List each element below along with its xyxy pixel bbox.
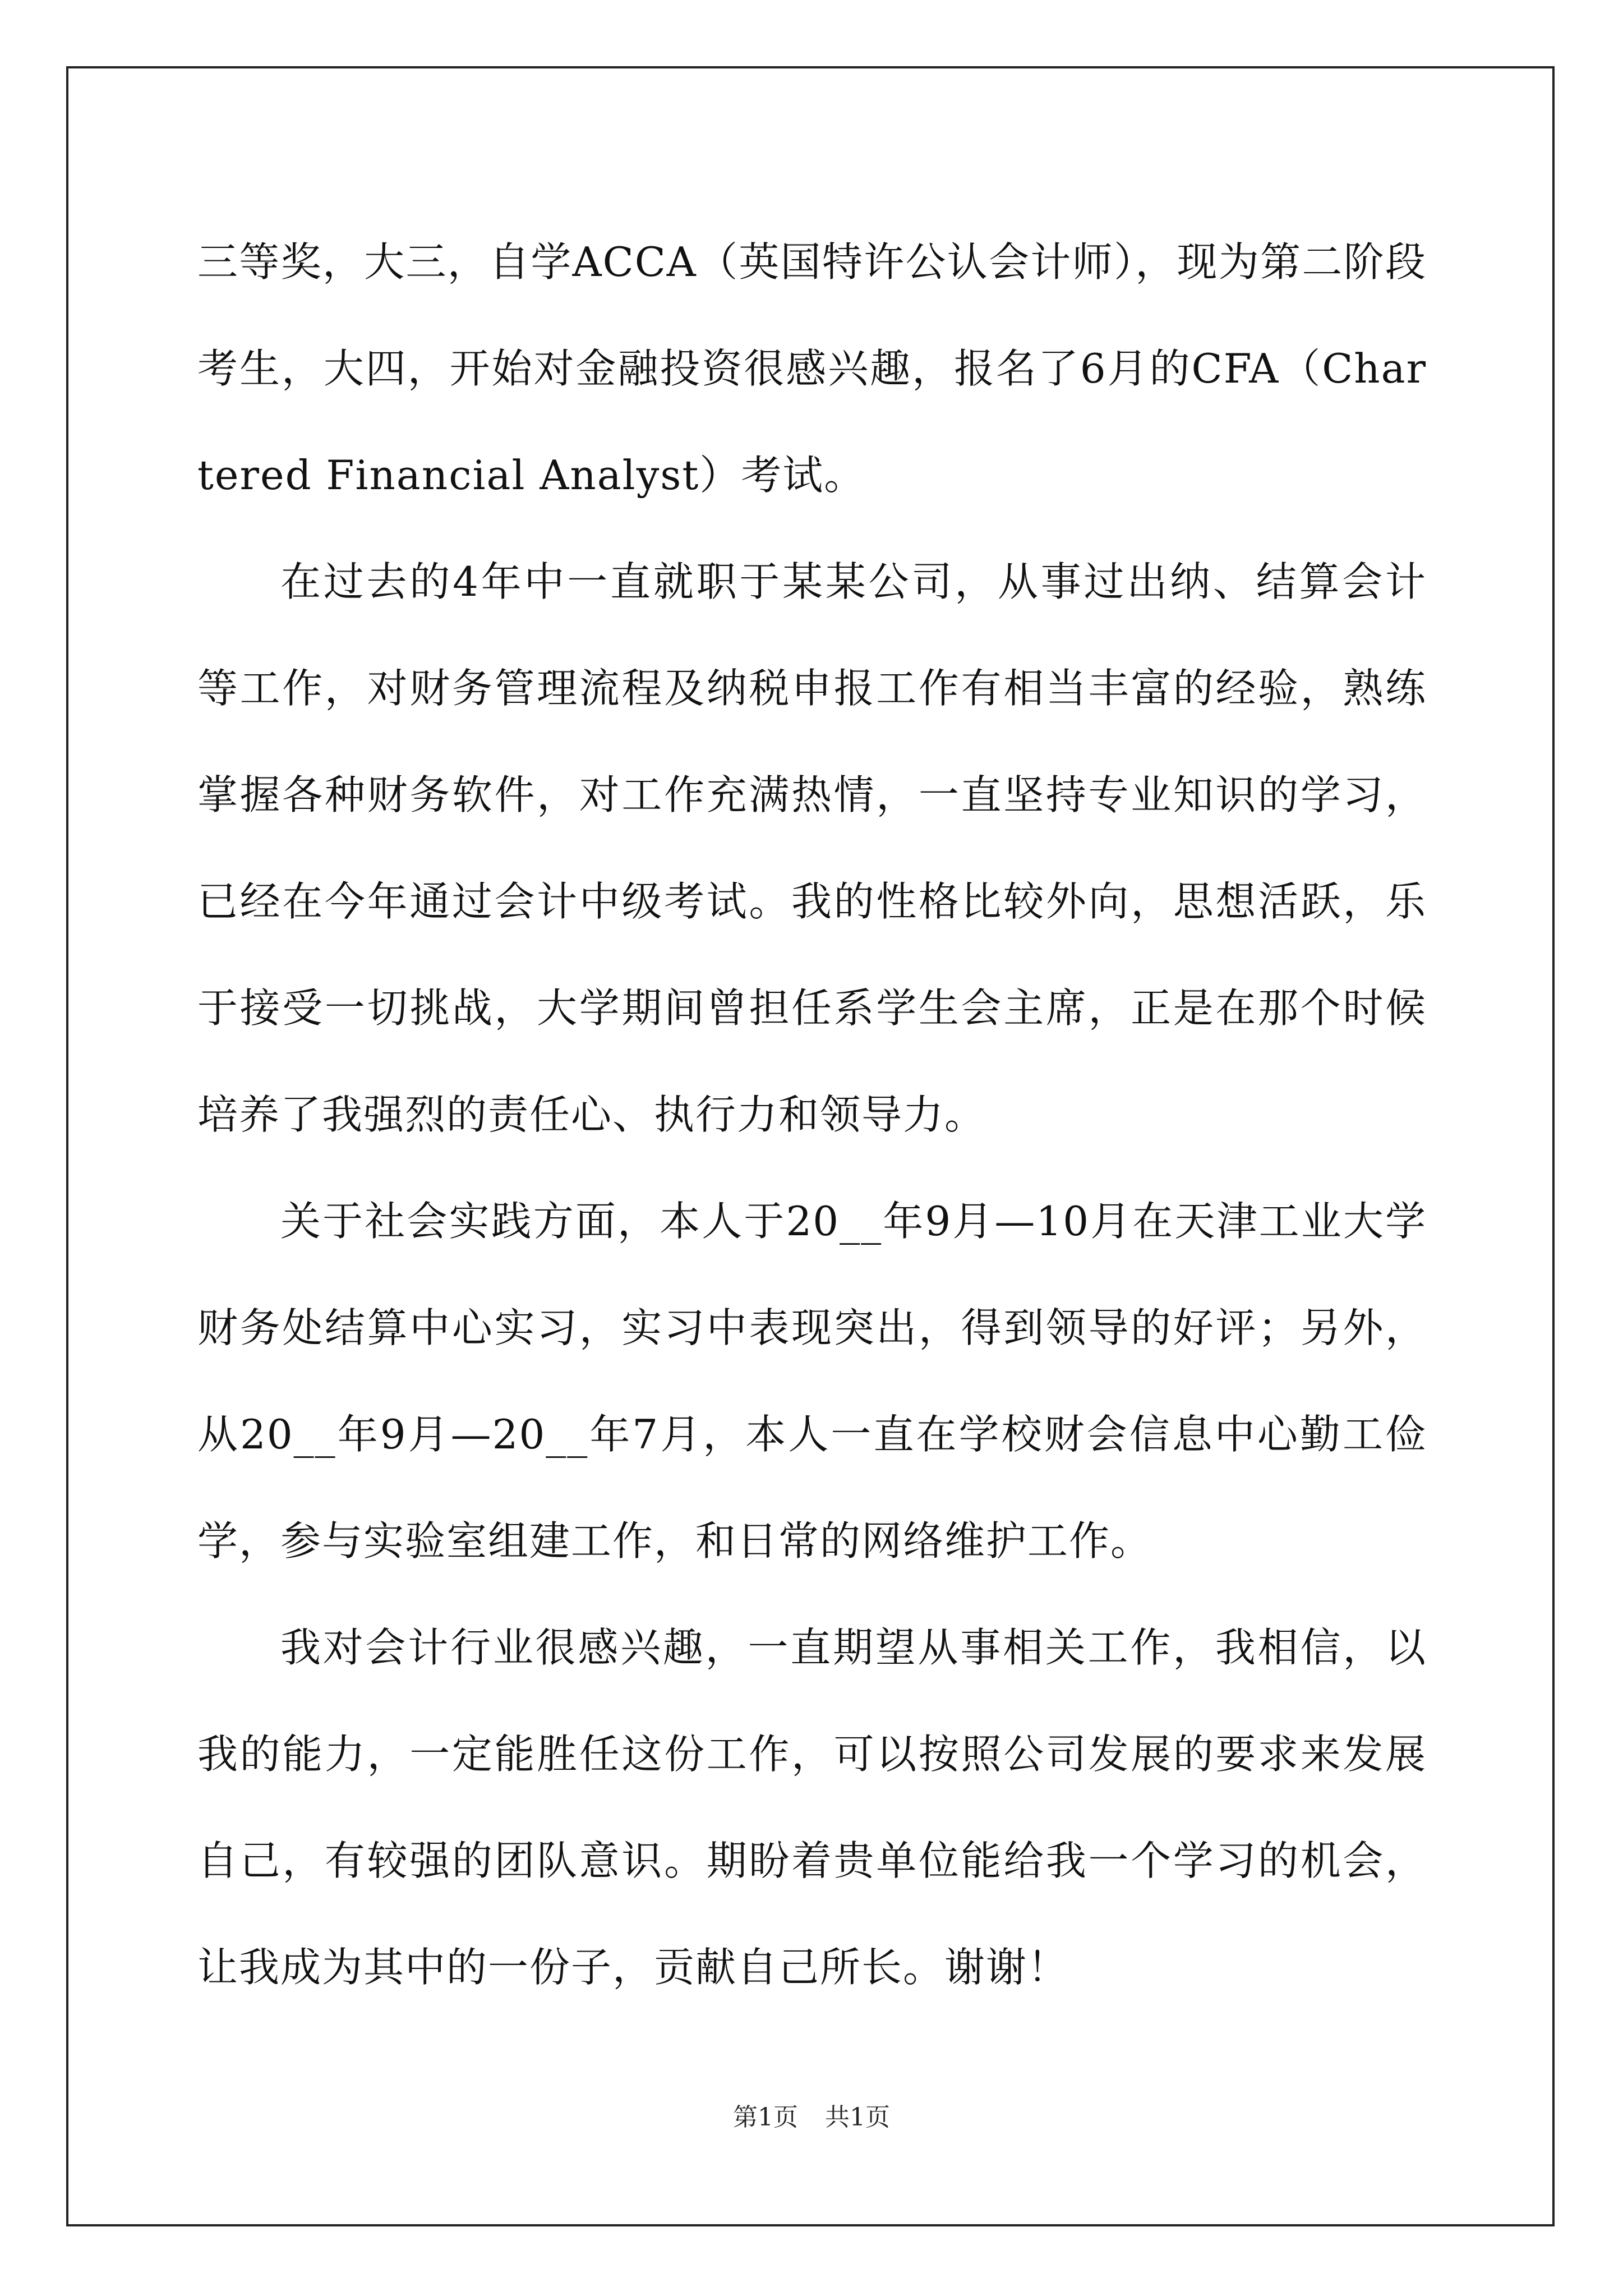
- paragraph-4: 我对会计行业很感兴趣，一直期望从事相关工作，我相信，以我的能力，一定能胜任这份工作，可以按照公司发展的要求来发展自己，有较强的团队意识。期盼着贵单位能给我一个学习的机会，让我成为其中的一份子，贡献自己所长。谢谢！: [197, 1624, 1427, 1991]
- page-footer: [0, 2101, 1623, 2134]
- page-number-total: 共1页: [825, 2103, 890, 2132]
- page-number-current: 第1页: [733, 2103, 798, 2132]
- document-body: [197, 209, 1427, 2021]
- paragraph-1: 三等奖，大三，自学ACCA（英国特许公认会计师），现为第二阶段考生，大四，开始对金融投资很感兴趣，报名了6月的CFA（Chartered Financial Analyst）考试。: [197, 238, 1427, 499]
- paragraph-3: 关于社会实践方面，本人于20__年9月—10月在天津工业大学财务处结算中心实习，实习中表现突出，得到领导的好评；另外，从20__年9月—20__年7月，本人一直在学校财会信息中心勤工俭学，参与实验室组建工作，和日常的网络维护工作。: [197, 1198, 1427, 1565]
- paragraph-2: 在过去的4年中一直就职于某某公司，从事过出纳、结算会计等工作，对财务管理流程及纳税申报工作有相当丰富的经验，熟练掌握各种财务软件，对工作充满热情，一直坚持专业知识的学习，已经在今年通过会计中级考试。我的性格比较外向，思想活跃，乐于接受一切挑战，大学期间曾担任系学生会主席，正是在那个时候培养了我强烈的责任心、执行力和领导力。: [197, 558, 1427, 1138]
